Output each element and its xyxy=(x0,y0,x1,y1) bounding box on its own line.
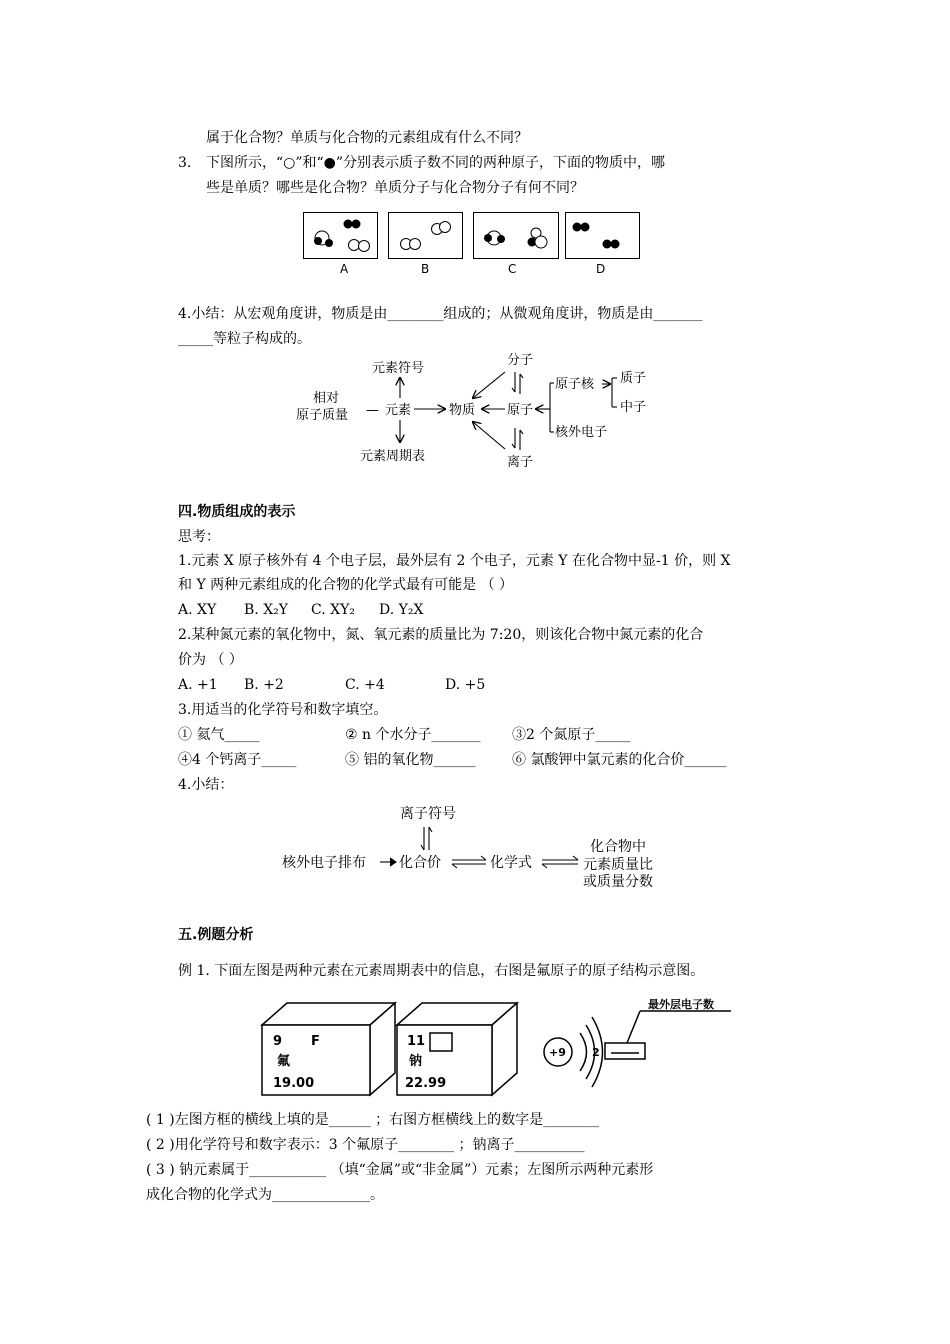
option: B. X₂Y xyxy=(244,602,289,618)
fluorine-number: 9 xyxy=(273,1034,283,1049)
option: A. XY xyxy=(178,602,217,618)
text-line: 例 1. 下面左图是两种元素在元素周期表中的信息，右图是氟原子的原子结构示意图。 xyxy=(178,963,705,979)
electron-label: 核外电子 xyxy=(555,425,608,440)
fluorine-name: 氟 xyxy=(277,1054,291,1069)
fill-blank: ④4 个钙离子_____ xyxy=(178,752,297,768)
substance-label: 物质 xyxy=(449,403,476,418)
fluorine-symbol: F xyxy=(311,1034,320,1049)
nucleus-charge: +9 xyxy=(549,1046,566,1059)
molecule-box-a xyxy=(303,212,378,259)
molecule-figure-a xyxy=(304,213,377,258)
ratio-label-1: 化合物中 xyxy=(590,839,646,855)
box-label-c: C xyxy=(508,262,517,276)
dash: — xyxy=(366,403,379,418)
valence-label: 化合价 xyxy=(399,855,441,871)
concept-diagram-formula xyxy=(280,800,680,895)
nucleus-label: 原子核 xyxy=(555,377,595,392)
formula-label: 化学式 xyxy=(490,855,532,871)
ion-label: 离子 xyxy=(507,455,534,470)
molecule-figure-c xyxy=(474,213,558,258)
atom-label: 原子 xyxy=(507,403,534,418)
text-line: 属于化合物？单质与化合物的元素组成有什么不同？ xyxy=(206,130,528,146)
fill-blank: ⑤ 铝的氧化物______ xyxy=(345,752,476,768)
text-line: ( 3 ) 钠元素属于___________ （填“金属”或“非金属”）元素；左图所示两种元素形 xyxy=(146,1162,654,1178)
molecule-figure-d xyxy=(566,213,639,258)
fill-blank: ③2 个氮原子_____ xyxy=(512,727,631,743)
molecule-box-b xyxy=(388,212,463,259)
text-line: 1.元素 X 原子核外有 4 个电子层，最外层有 2 个电子，元素 Y 在化合物中显-1 价，则 X xyxy=(178,553,731,569)
text-line: 和 Y 两种元素组成的化合物的化学式最有可能是 （ ） xyxy=(178,577,514,593)
option: D. Y₂X xyxy=(379,602,424,618)
section-heading-4: 四.物质组成的表示 xyxy=(178,504,296,520)
option: C. XY₂ xyxy=(311,602,355,618)
text-line: 成化合物的化学式为______________。 xyxy=(146,1187,384,1203)
sodium-mass: 22.99 xyxy=(405,1076,447,1091)
ratio-label-2: 元素质量比 xyxy=(583,857,653,873)
molecule-box-d xyxy=(565,212,640,259)
periodic-table-figure xyxy=(255,995,755,1100)
box-label-b: B xyxy=(421,262,430,276)
molecule-figure-b xyxy=(389,213,462,258)
outer-electron-label: 最外层电子数 xyxy=(648,998,714,1011)
option: A. +1 xyxy=(178,677,218,693)
text-line: 2.某种氮元素的氧化物中，氮、氧元素的质量比为 7:20，则该化合物中氮元素的化合 xyxy=(178,627,704,643)
text-line: _____等粒子构成的。 xyxy=(178,331,311,347)
arrangement-label: 核外电子排布 xyxy=(282,855,366,871)
text-line: ( 2 )用化学符号和数字表示：3 个氟原子________ ；钠离子__________ xyxy=(146,1137,585,1153)
ratio-label-3: 或质量分数 xyxy=(583,874,653,890)
text-line: 思考： xyxy=(178,529,220,545)
text-line: 下图所示，“○”和“●”分别表示质子数不同的两种原子，下面的物质中，哪 xyxy=(206,155,666,171)
molecule-box-c xyxy=(473,212,559,259)
molecule-label: 分子 xyxy=(507,353,534,368)
text-line: 4.小结： xyxy=(178,777,234,793)
box-label-a: A xyxy=(340,262,349,276)
question-number: 3. xyxy=(178,155,192,171)
symbol-label: 元素符号 xyxy=(372,361,425,376)
fill-blank: ② n 个水分子_______ xyxy=(345,727,481,743)
shell-electrons: 2 xyxy=(592,1046,600,1059)
option: B. +2 xyxy=(244,677,284,693)
fill-blank: ⑥ 氯酸钾中氯元素的化合价______ xyxy=(512,752,727,768)
sodium-number: 11 xyxy=(407,1034,426,1049)
text-line: ( 1 )左图方框的横线上填的是______ ；右图方框横线上的数字是________ xyxy=(146,1112,600,1128)
periodic-table-label: 元素周期表 xyxy=(360,449,426,464)
fluorine-mass: 19.00 xyxy=(273,1076,315,1091)
option: C. +4 xyxy=(345,677,385,693)
neutron-label: 中子 xyxy=(620,400,647,415)
text-line: 些是单质？哪些是化合物？单质分子与化合物分子有何不同？ xyxy=(206,180,584,196)
fill-blank: ① 氦气_____ xyxy=(178,727,260,743)
element-label: 元素 xyxy=(385,403,412,418)
proton-label: 质子 xyxy=(620,371,647,386)
section-heading-5: 五.例题分析 xyxy=(178,927,254,943)
concept-diagram-substance xyxy=(280,350,680,475)
relative-mass-label-1: 相对 xyxy=(313,391,340,406)
text-line: 4.小结：从宏观角度讲，物质是由________组成的；从微观角度讲，物质是由_______ xyxy=(178,306,703,322)
option: D. +5 xyxy=(445,677,486,693)
sodium-name: 钠 xyxy=(409,1054,423,1069)
box-label-d: D xyxy=(596,262,606,276)
text-line: 价为 （ ） xyxy=(178,652,243,668)
text-line: 3.用适当的化学符号和数字填空。 xyxy=(178,702,388,718)
relative-mass-label-2: 原子质量 xyxy=(296,408,349,423)
ion-symbol-label: 离子符号 xyxy=(400,806,456,822)
